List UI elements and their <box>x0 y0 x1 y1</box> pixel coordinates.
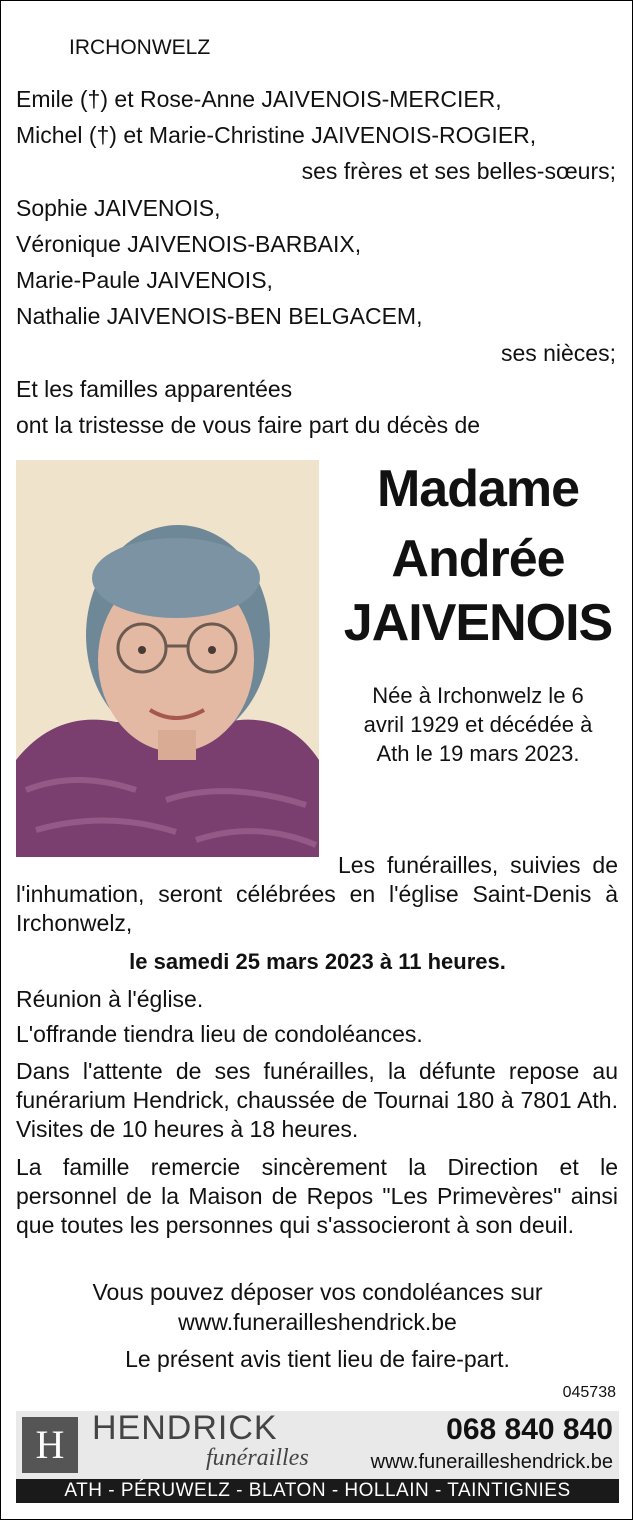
repose-info: Dans l'attente de ses funérailles, la défunte repose au funérarium Hendrick, chaussée de Tournai 180 à 7801 Ath. Visites de 10 heures à 18 heures. <box>16 1058 618 1142</box>
funeral-date: le samedi 25 mars 2023 à 11 heures. <box>129 949 506 974</box>
thanks-info: La famille remercie sincèrement la Direction et le personnel de la Maison de Repos "Les Primevères" ainsi que toutes les personnes qui s'associeront à son deuil. <box>16 1154 618 1238</box>
town-heading: IRCHONWELZ <box>69 36 211 59</box>
family-line: Sophie JAIVENOIS, <box>16 195 221 221</box>
website-link[interactable]: www.funerailleshendrick.be <box>370 1451 613 1473</box>
family-line: Nathalie JAIVENOIS-BEN BELGACEM, <box>16 303 423 329</box>
towns-list: ATH - PÉRUWELZ - BLATON - HOLLAIN - TAINTIGNIES <box>64 1480 571 1501</box>
deceased-last-name: JAIVENOIS <box>343 594 613 652</box>
reference-number: 045738 <box>562 1384 616 1401</box>
phone-number: 068 840 840 <box>446 1413 613 1446</box>
family-line: Emile (†) et Rose-Anne JAIVENOIS-MERCIER, <box>16 86 502 112</box>
condolences-line: Vous pouvez déposer vos condoléances sur <box>92 1279 543 1305</box>
family-line: Marie-Paule JAIVENOIS, <box>16 267 273 293</box>
logo-letter: H <box>35 1422 65 1467</box>
birth-death-info <box>339 681 617 768</box>
announcement-line: ont la tristesse de vous faire part du décès de <box>16 412 481 438</box>
brand-subtitle: funérailles <box>206 1445 309 1471</box>
family-relation: ses nièces; <box>500 340 616 366</box>
family-line: Michel (†) et Marie-Christine JAIVENOIS-ROGIER, <box>16 122 537 148</box>
deceased-first-name: Andrée <box>391 530 565 588</box>
portrait-photo <box>16 460 319 857</box>
family-line: Véronique JAIVENOIS-BARBAIX, <box>16 231 362 257</box>
birth-death-line: Ath le 19 mars 2023. <box>376 741 580 766</box>
funeral-details: Les funérailles, suivies de l'inhumation, seront célébrées en l'église Saint-Denis à Irchonwelz, <box>16 852 618 936</box>
offering-info: L'offrande tiendra lieu de condoléances. <box>16 1021 423 1047</box>
family-relation: ses frères et ses belles-sœurs; <box>301 158 616 184</box>
closing-line: Le présent avis tient lieu de faire-part. <box>125 1346 510 1372</box>
family-line: Et les familles apparentées <box>16 376 293 402</box>
funeral-home-banner <box>16 1411 619 1503</box>
deceased-title: Madame <box>376 460 580 518</box>
condolences-website[interactable]: www.funerailleshendrick.be <box>178 1309 457 1335</box>
portrait-illustration <box>16 460 319 857</box>
birth-death-line: avril 1929 et décédée à <box>363 712 593 737</box>
meeting-info: Réunion à l'église. <box>16 986 204 1012</box>
brand-name: HENDRICK <box>92 1411 278 1447</box>
birth-death-line: Née à Irchonwelz le 6 <box>372 683 584 708</box>
